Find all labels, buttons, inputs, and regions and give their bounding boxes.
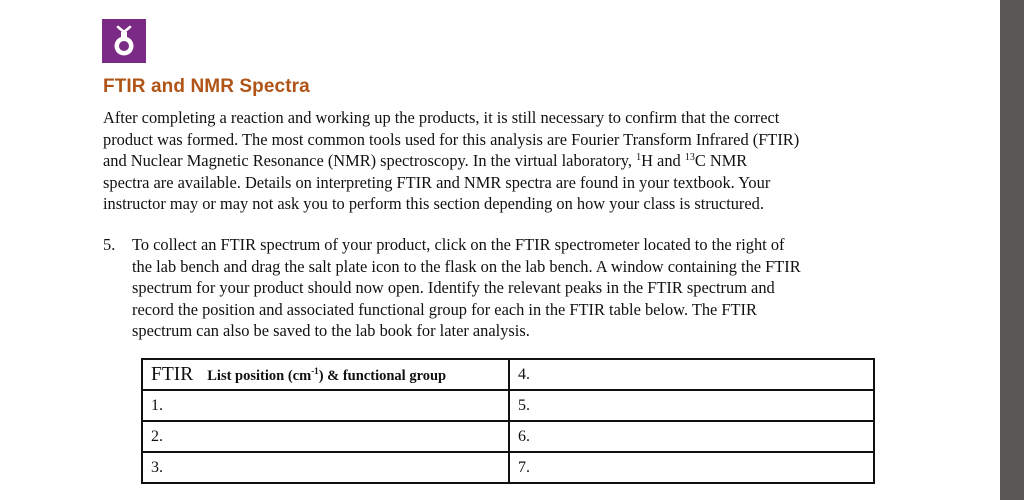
ftir-table: [141, 358, 875, 484]
ftir-subheader: List position $(cm^{-1})$ & functional group: [207, 365, 447, 384]
table-row: [142, 390, 874, 421]
ftir-header-cell: [142, 359, 509, 390]
table-row: [142, 421, 874, 452]
question-line: record the position and associated functional group for each in the FTIR table below. The FTIR: [132, 299, 757, 319]
intro-line: After completing a reaction and working up the products, it is still necessary to confirm that the correct: [103, 108, 780, 127]
section-heading: FTIR and NMR Spectra: [103, 76, 310, 97]
table-cell[interactable]: 4.: [509, 359, 874, 390]
table-row: [142, 359, 874, 390]
table-cell[interactable]: 1.: [142, 390, 509, 421]
intro-paragraph: [103, 107, 893, 215]
vertical-scrollbar[interactable]: [1000, 0, 1024, 500]
intro-line: product was formed. The most common tools used for this analysis are Fourier Transform Infrared (FTIR): [103, 129, 800, 149]
table-cell[interactable]: 7.: [509, 452, 874, 483]
table-cell[interactable]: 6.: [509, 421, 874, 452]
table-cell[interactable]: 3.: [142, 452, 509, 483]
question-line: spectrum can also be saved to the lab book for later analysis.: [132, 321, 530, 340]
intro-line: and Nuclear Magnetic Resonance (NMR) spectroscopy. In the virtual laboratory, $^1$H and $^{13}$C NMR: [103, 151, 748, 170]
flask-logo-icon: [102, 19, 146, 63]
question-line: To collect an FTIR spectrum of your product, click on the FTIR spectrometer located to the right of: [132, 235, 785, 254]
question-line: the lab bench and drag the salt plate icon to the flask on the lab bench. A window containing the FTIR: [132, 256, 801, 276]
table-cell[interactable]: 2.: [142, 421, 509, 452]
question-line: spectrum for your product should now open. Identify the relevant peaks in the FTIR spectrum and: [132, 278, 775, 297]
question-text: [132, 234, 902, 342]
intro-line: spectra are available. Details on interpreting FTIR and NMR spectra are found in your textbook. Your: [103, 172, 771, 192]
question-number: 5.: [103, 235, 116, 254]
table-row: [142, 452, 874, 483]
table-cell[interactable]: 5.: [509, 390, 874, 421]
intro-line: instructor may or may not ask you to perform this section depending on how your class is structured.: [103, 194, 764, 213]
ftir-label: FTIR: [151, 363, 194, 385]
